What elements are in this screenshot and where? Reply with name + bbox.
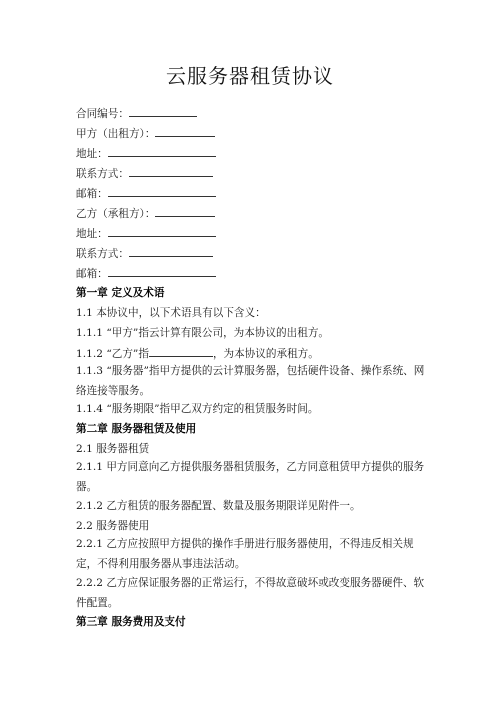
party-a-blank — [155, 126, 215, 137]
contract-number-field — [76, 106, 197, 121]
party-b-address-field — [76, 226, 216, 241]
clause-1-1-2 — [76, 346, 319, 361]
clause-1-1-2-blank — [149, 346, 213, 357]
party-a-address-label: 地址： — [76, 148, 108, 160]
party-b-contact-label: 联系方式： — [76, 248, 129, 260]
clause-1-1-1: 1.1.1 “甲方”指云计算有限公司，为本协议的出租方。 — [76, 327, 330, 339]
party-b-blank — [155, 206, 215, 217]
party-a-email-label: 邮箱： — [76, 188, 108, 200]
contract-number-label: 合同编号： — [76, 108, 129, 120]
party-a-address-blank — [108, 146, 216, 157]
clause-2-1: 2.1 服务器租赁 — [76, 443, 150, 455]
chapter-3-heading: 第三章 服务费用及支付 — [76, 616, 186, 628]
party-a-email-field — [76, 186, 216, 201]
party-a-contact-label: 联系方式： — [76, 168, 129, 180]
chapter-2-heading: 第二章 服务器租赁及使用 — [76, 423, 197, 435]
clause-1-1-2-suffix: ，为本协议的承租方。 — [212, 348, 319, 360]
party-a-contact-field — [76, 166, 213, 181]
party-b-email-label: 邮箱： — [76, 268, 108, 280]
clause-1-1: 1.1 本协议中，以下术语具有以下含义： — [76, 307, 266, 319]
clause-2-2-2: 2.2.2 乙方应保证服务器的正常运行，不得故意破坏或改变服务器硬件、软件配置。 — [76, 577, 425, 609]
party-b-label: 乙方（承租方）： — [76, 208, 156, 220]
chapter-1-heading: 第一章 定义及术语 — [76, 287, 165, 299]
clause-1-1-2-prefix: 1.1.2 “乙方”指 — [76, 348, 149, 360]
party-a-field — [76, 126, 215, 141]
party-b-address-label: 地址： — [76, 228, 108, 240]
party-a-email-blank — [108, 186, 216, 197]
party-b-contact-blank — [129, 246, 213, 257]
clause-2-2-1: 2.2.1 乙方应按照甲方提供的操作手册进行服务器使用，不得违反相关规定，不得利用服务器从事违法活动。 — [76, 538, 414, 570]
clause-2-1-1: 2.1.1 甲方同意向乙方提供服务器租赁服务，乙方同意租赁甲方提供的服务器。 — [76, 461, 425, 493]
contract-number-blank — [129, 106, 197, 117]
party-b-contact-field — [76, 246, 213, 261]
clause-2-1-2: 2.1.2 乙方租赁的服务器配置、数量及服务期限详见附件一。 — [76, 500, 361, 512]
clause-2-2: 2.2 服务器使用 — [76, 520, 150, 532]
party-b-field — [76, 206, 215, 221]
document-title: 云服务器租赁协议 — [166, 64, 334, 88]
party-b-email-field — [76, 266, 216, 281]
party-a-label: 甲方（出租方）： — [76, 128, 156, 140]
clause-1-1-3: 1.1.3 “服务器”指甲方提供的云计算服务器，包括硬件设备、操作系统、网络连接等服务。 — [76, 365, 425, 397]
party-b-address-blank — [108, 226, 216, 237]
party-a-address-field — [76, 146, 216, 161]
party-a-contact-blank — [129, 166, 213, 177]
party-b-email-blank — [108, 266, 216, 277]
clause-1-1-4: 1.1.4 “服务期限”指甲乙双方约定的租赁服务时间。 — [76, 403, 319, 415]
